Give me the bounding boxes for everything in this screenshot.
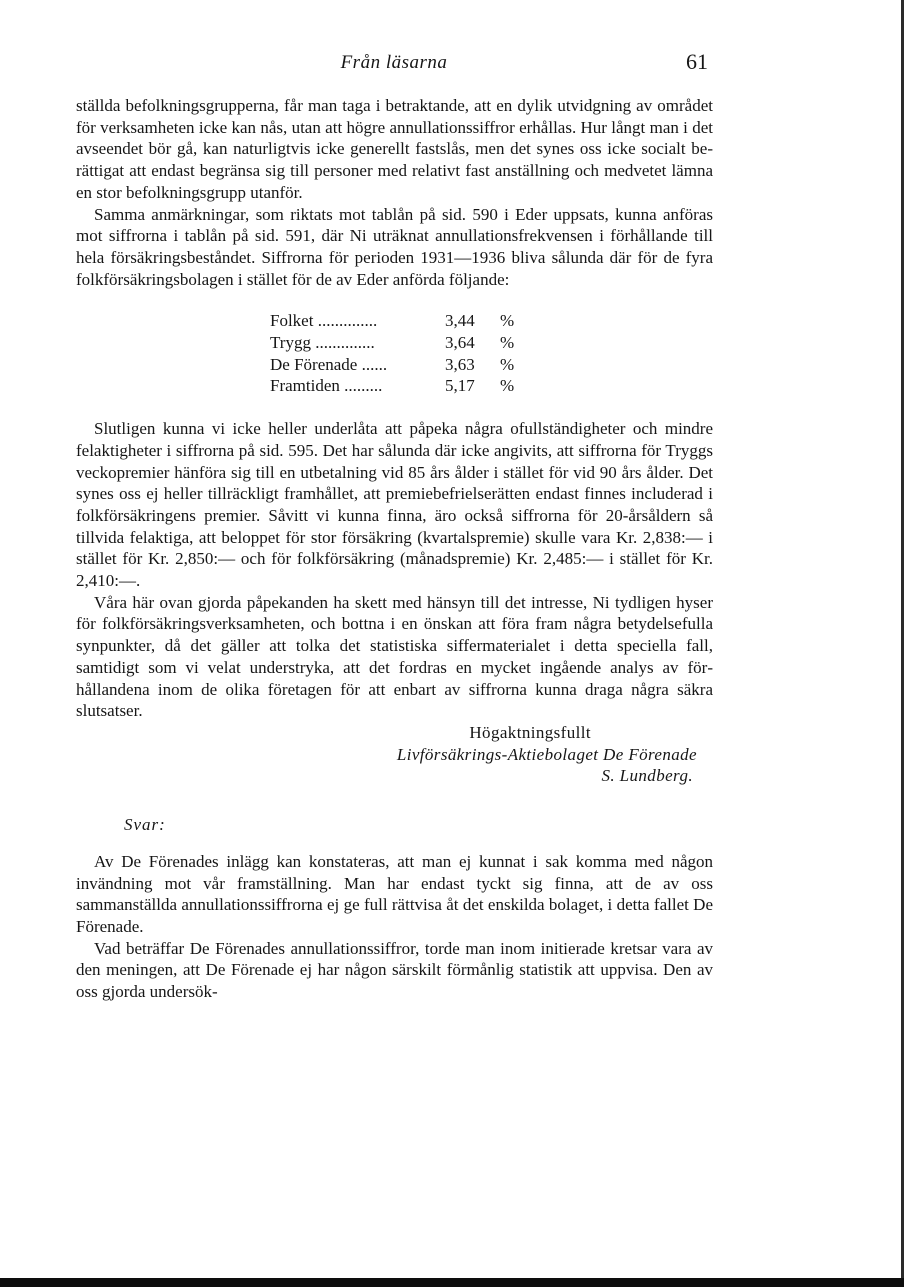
annulment-rates-table <box>270 310 514 397</box>
leader-dots: .............. <box>317 311 378 331</box>
table-row <box>270 375 514 397</box>
leader-dots: ......... <box>344 376 383 396</box>
rate-value: 3,64 <box>445 333 475 353</box>
article-body <box>76 95 713 1003</box>
company-cell <box>270 332 445 354</box>
running-head <box>76 49 712 79</box>
rate-value: 3,44 <box>445 311 475 331</box>
signoff-person: S. Lundberg. <box>601 766 693 786</box>
paragraph-3: Slutligen kunna vi icke heller underlåta att påpeka några ofullständigheter och mindre felaktigheter i siffrorna på sid. 595. Det har sålunda där icke angivits, att siffrorna för Tryggs veckopremier hänföra sig till en utbetalning vid 85 års ålder i stället för vid 90 års ålder. Det synes oss ej heller tillräckligt framhållet, att premiebefrielserätten endast finnes includerad i folkförsäkringens premier. Såvitt vi kunna finna, äro också siffrorna för 20-årsåldern så tillvida felaktiga, att beloppet för stor försäkring (kvartalspremie) skulle vara Kr. 2,838:— i stället för Kr. 2,850:— och för folkförsäkring (månadspremie) Kr. 2,485:— i stället för Kr. 2,410:—. <box>76 419 713 591</box>
company-name: De Förenade <box>270 354 358 374</box>
leader-dots: ...... <box>361 354 388 374</box>
company-name: Framtiden <box>270 376 340 396</box>
scan-bottom-border <box>0 1278 904 1287</box>
leader-dots: .............. <box>315 333 375 353</box>
company-cell <box>270 375 445 397</box>
company-name: Folket <box>270 311 314 331</box>
table-row <box>270 310 514 332</box>
signoff-company: Livförsäkrings-Aktiebolaget De Förenade <box>396 744 697 764</box>
table-row <box>270 332 514 354</box>
paragraph-4: Våra här ovan gjorda påpekanden ha skett med hänsyn till det intresse, Ni tydligen hyser för folkförsäkringsverksamheten, och bottna i en önskan att föra fram några betydelsefulla synpunkter, då det gäller att tolka det statistiska siffermaterialet i detta speciella fall, samtidigt som vi velat understryka, att det fordras en mycket ingående analys av förhållandena inom de olika företagen för att enbart av siffrorna kunna draga några säkra slutsatser. <box>76 592 713 721</box>
paragraph-1: ställda befolkningsgrupperna, får man taga i betraktande, att en dylik utvidgning av området för verksamheten icke kan nås, utan att högre annullationssiffror erhållas. Hur långt man i det avseendet bör gå, kan naturligtvis icke generellt fastslås, men det synes oss icke socialt berättigat att endast begränsa sig till personer med relativt fast anställning och medvetet lämna en stor befolkningsgrupp utanför. <box>76 96 713 202</box>
company-name: Trygg <box>270 333 311 353</box>
answer-paragraph-1: Av De Förenades inlägg kan konstateras, att man ej kunnat i sak komma med någon invändning mot vår framställning. Man har endast tyckt sig finna, att de av oss sammanställda annullationssiffrorna ej ge full rättvisa åt det enskilda bolaget, i detta fallet De Förenade. <box>76 851 713 936</box>
company-cell <box>270 310 445 332</box>
rate-unit: % <box>500 311 515 331</box>
page-number: 61 <box>686 49 708 74</box>
company-cell <box>270 354 445 376</box>
table-row <box>270 354 514 376</box>
signoff-greeting: Högaktningsfullt <box>469 722 591 742</box>
signoff <box>76 722 713 787</box>
paragraph-2: Samma anmärkningar, som riktats mot tablån på sid. 590 i Eder uppsats, kunna anföras mot siffrorna i tablån på sid. 591, där Ni uträknat annullationsfrekvensen i förhållande till hela försäkringsbeståndet. Siffrorna för perioden 1931—1936 bliva sålunda där för de fyra folkförsäkringsbolagen i stället för de av Eder anförda följande: <box>76 204 713 289</box>
rate-value: 3,63 <box>445 354 475 374</box>
rate-unit: % <box>500 354 515 374</box>
answer-label: Svar: <box>124 815 166 835</box>
rate-unit: % <box>500 333 515 353</box>
rate-value: 5,17 <box>445 376 475 396</box>
answer-paragraph-2: Vad beträffar De Förenades annullationssiffror, torde man inom initierade kretsar vara av den meningen, att De Förenade ej har någon särskilt förmånlig statistik att uppvisa. Den av oss gjorda undersök- <box>76 938 713 1002</box>
running-title: Från läsarna <box>340 52 448 73</box>
rate-unit: % <box>500 376 515 396</box>
